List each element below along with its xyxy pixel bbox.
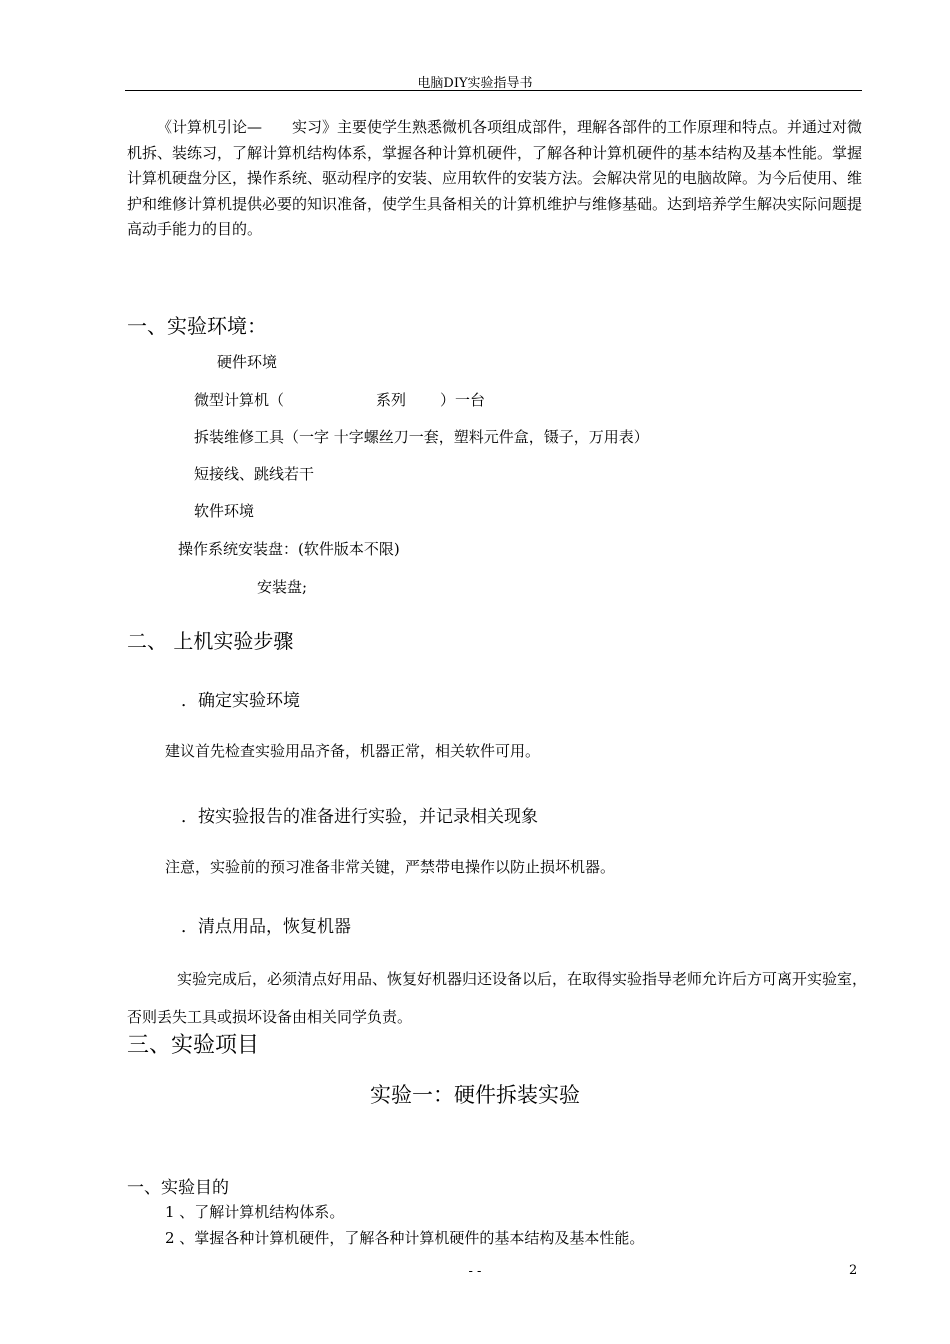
item-computer-c: ）一台 bbox=[440, 391, 486, 409]
step2-text: 注意，实验前的预习准备非常关键，严禁带电操作以防止损坏机器。 bbox=[165, 858, 616, 876]
section1-heading: 一、实验环境： bbox=[127, 314, 267, 338]
item-computer-a: 微型计算机（ bbox=[194, 391, 285, 409]
intro-paragraph bbox=[127, 115, 867, 243]
section2-heading: 二、 上机实验步骤 bbox=[127, 629, 294, 653]
purpose-item-1: 1 、了解计算机结构体系。 bbox=[165, 1203, 345, 1221]
item-tools: 拆装维修工具（一字 十字螺丝刀一套，塑料元件盒，镊子，万用表） bbox=[194, 428, 649, 446]
item-computer-b: 系列 bbox=[376, 391, 407, 409]
step3-title: ．清点用品，恢复机器 bbox=[181, 917, 351, 937]
section3-heading: 三、实验项目 bbox=[127, 1033, 260, 1058]
step1-text: 建议首先检查实验用品齐备，机器正常，相关软件可用。 bbox=[165, 742, 541, 760]
header-title: 电脑DIY实验指导书 bbox=[417, 76, 533, 91]
step1-title: ．确定实验环境 bbox=[181, 691, 300, 711]
intro-text: 《计算机引论— 实习》主要使学生熟悉微机各项组成部件，理解各部件的工作原理和特点。并通过对微机拆、装练习，了解计算机结构体系，掌握各种计算机硬件，了解各种计算机硬件的基本结构及基本性能。掌握计算机硬盘分区，操作系统、驱动程序的安装、应用软件的安装方法。会解决常见的电脑故障。为今后使用、维护和维修计算机提供必要的知识准备，使学生具备相关的计算机维护与维修基础。达到培养学生解决实际问题提高动手能力的目的。 bbox=[127, 118, 863, 238]
purpose-item-2: 2 、掌握各种计算机硬件，了解各种计算机硬件的基本结构及基本性能。 bbox=[165, 1229, 645, 1247]
os-disk-item: 操作系统安装盘：(软件版本不限) bbox=[178, 540, 400, 558]
install-disk-item: 安装盘; bbox=[257, 578, 308, 596]
item-wires: 短接线、跳线若干 bbox=[194, 465, 315, 483]
header-rule bbox=[125, 90, 862, 91]
hardware-env-label: 硬件环境 bbox=[217, 353, 278, 371]
step2-title: ．按实验报告的准备进行实验，并记录相关现象 bbox=[181, 807, 538, 827]
page-number: 2 bbox=[849, 1263, 858, 1278]
footer-center-mark: - - bbox=[468, 1264, 482, 1279]
software-env-label: 软件环境 bbox=[194, 502, 255, 520]
purpose-heading: 一、实验目的 bbox=[127, 1178, 229, 1198]
step3-text: 实验完成后，必须清点好用品、恢复好机器归还设备以后，在取得实验指导老师允许后方可离开实验室，否则丢失工具或损坏设备由相关同学负责。 bbox=[127, 970, 868, 1026]
step3-paragraph bbox=[127, 960, 867, 1036]
experiment-title: 实验一：硬件拆装实验 bbox=[370, 1083, 580, 1107]
